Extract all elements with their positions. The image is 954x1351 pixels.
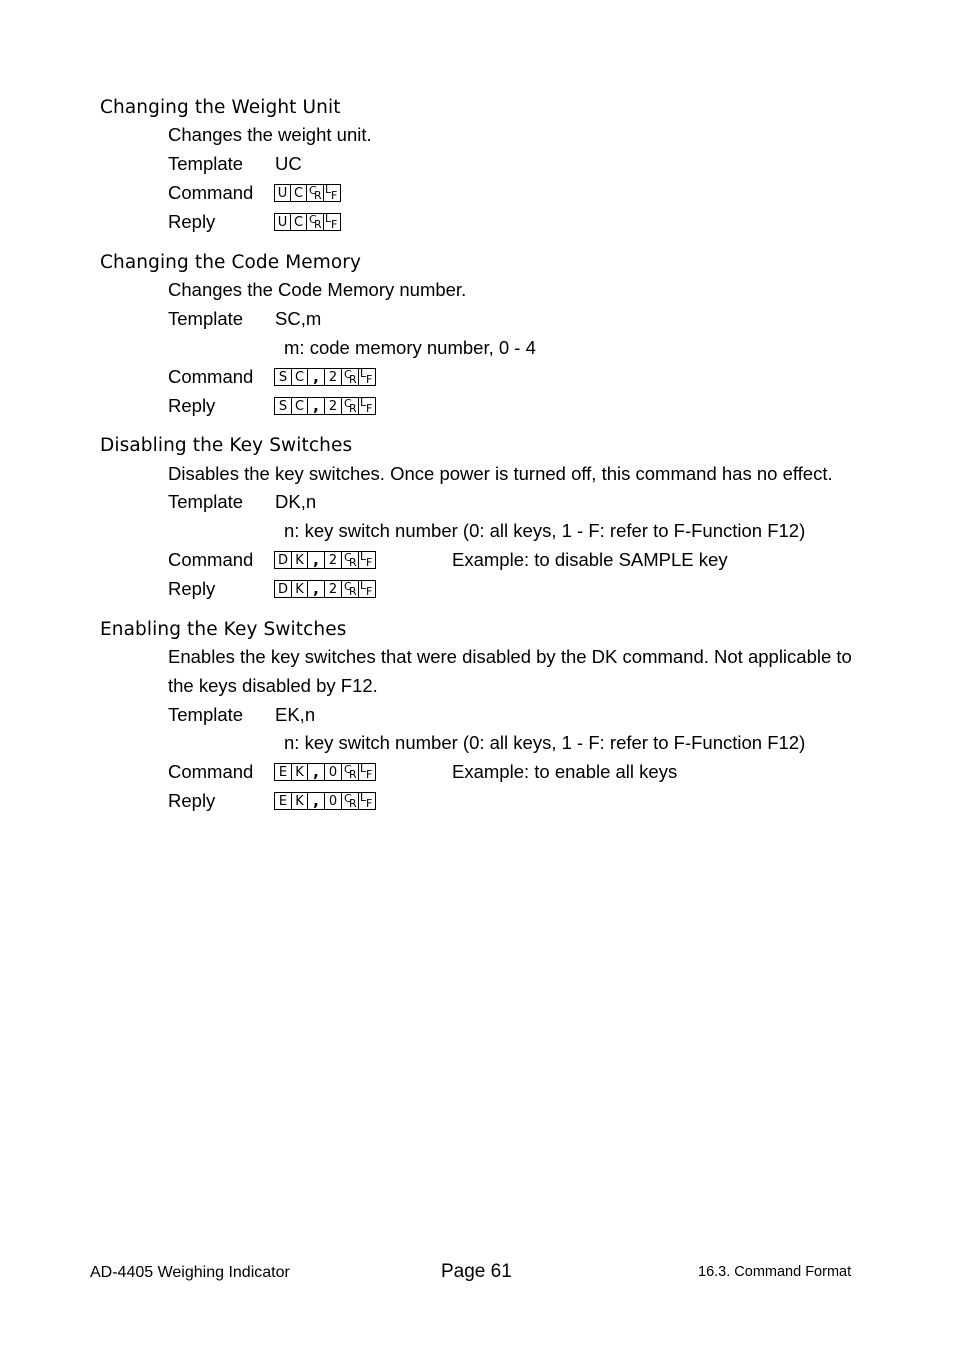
key-box: 0 bbox=[324, 763, 342, 781]
command-label: Command bbox=[168, 366, 254, 387]
reply-keys bbox=[274, 397, 375, 415]
key-cr-icon: C R bbox=[306, 213, 324, 231]
command-keys bbox=[274, 763, 375, 781]
section-description: Changes the Code Memory number. bbox=[168, 279, 467, 300]
command-label: Command bbox=[168, 549, 254, 570]
section-description: Changes the weight unit. bbox=[168, 124, 372, 145]
key-box: E bbox=[274, 763, 292, 781]
key-box: E bbox=[274, 792, 292, 810]
key-cr-icon: C R bbox=[341, 792, 359, 810]
footer-page-number: Page 61 bbox=[441, 1261, 512, 1282]
key-box: 0 bbox=[324, 792, 342, 810]
section-heading: Changing the Weight Unit bbox=[100, 97, 341, 118]
key-box: S bbox=[274, 368, 292, 386]
key-box: K bbox=[291, 792, 308, 810]
key-box: , bbox=[307, 397, 325, 415]
key-box: K bbox=[291, 580, 308, 598]
key-box: K bbox=[291, 551, 308, 569]
parameter-note: n: key switch number (0: all keys, 1 - F: refer to F-Function F12) bbox=[284, 732, 806, 753]
section-heading: Disabling the Key Switches bbox=[100, 435, 353, 456]
key-box: U bbox=[274, 213, 291, 231]
key-cr-icon: C R bbox=[341, 368, 359, 386]
template-value: EK,n bbox=[275, 704, 316, 725]
key-box: 2 bbox=[324, 580, 342, 598]
key-lf-icon: L F bbox=[358, 763, 376, 781]
key-box: 2 bbox=[324, 551, 342, 569]
reply-label: Reply bbox=[168, 790, 216, 811]
key-box: , bbox=[307, 792, 325, 810]
command-label: Command bbox=[168, 761, 254, 782]
key-lf-icon: L F bbox=[323, 213, 341, 231]
reply-keys bbox=[274, 580, 375, 598]
reply-keys bbox=[274, 213, 340, 231]
command-keys bbox=[274, 551, 375, 569]
key-box: S bbox=[274, 397, 292, 415]
template-value: UC bbox=[275, 153, 302, 174]
parameter-note: n: key switch number (0: all keys, 1 - F: refer to F-Function F12) bbox=[284, 520, 806, 541]
template-label: Template bbox=[168, 153, 244, 174]
template-label: Template bbox=[168, 491, 244, 512]
key-box: D bbox=[274, 580, 292, 598]
key-cr-icon: C R bbox=[341, 397, 359, 415]
section-description: Disables the key switches. Once power is turned off, this command has no effect. bbox=[168, 463, 833, 484]
key-box: C bbox=[290, 184, 307, 202]
key-box: K bbox=[291, 763, 308, 781]
example-note: Example: to enable all keys bbox=[452, 761, 678, 782]
key-lf-icon: L F bbox=[358, 792, 376, 810]
reply-label: Reply bbox=[168, 211, 216, 232]
key-lf-icon: L F bbox=[358, 551, 376, 569]
example-note: Example: to disable SAMPLE key bbox=[452, 549, 728, 570]
template-value: DK,n bbox=[275, 491, 317, 512]
command-label: Command bbox=[168, 182, 254, 203]
key-box: 2 bbox=[324, 368, 342, 386]
command-keys bbox=[274, 184, 340, 202]
key-lf-icon: L F bbox=[358, 397, 376, 415]
key-lf-icon: L F bbox=[358, 368, 376, 386]
key-box: U bbox=[274, 184, 291, 202]
key-box: C bbox=[290, 213, 307, 231]
footer-section-title: 16.3. Command Format bbox=[698, 1264, 852, 1280]
key-cr-icon: C R bbox=[306, 184, 324, 202]
key-box: , bbox=[307, 580, 325, 598]
template-value: SC,m bbox=[275, 308, 322, 329]
reply-label: Reply bbox=[168, 395, 216, 416]
key-cr-icon: C R bbox=[341, 763, 359, 781]
key-cr-icon: C R bbox=[341, 551, 359, 569]
key-box: 2 bbox=[324, 397, 342, 415]
reply-label: Reply bbox=[168, 578, 216, 599]
template-label: Template bbox=[168, 704, 244, 725]
key-lf-icon: L F bbox=[323, 184, 341, 202]
command-keys bbox=[274, 368, 375, 386]
key-box: D bbox=[274, 551, 292, 569]
key-box: C bbox=[291, 368, 308, 386]
template-label: Template bbox=[168, 308, 244, 329]
section-heading: Changing the Code Memory bbox=[100, 252, 362, 273]
footer-product-name: AD-4405 Weighing Indicator bbox=[90, 1264, 290, 1281]
key-box: C bbox=[291, 397, 308, 415]
parameter-note: m: code memory number, 0 - 4 bbox=[284, 337, 536, 358]
key-cr-icon: C R bbox=[341, 580, 359, 598]
section-description-line2: the keys disabled by F12. bbox=[168, 675, 378, 696]
section-heading: Enabling the Key Switches bbox=[100, 619, 347, 640]
reply-keys bbox=[274, 792, 375, 810]
key-box: , bbox=[307, 763, 325, 781]
key-lf-icon: L F bbox=[358, 580, 376, 598]
section-description-line1: Enables the key switches that were disabled by the DK command. Not applicable to bbox=[168, 646, 852, 667]
key-box: , bbox=[307, 368, 325, 386]
key-box: , bbox=[307, 551, 325, 569]
